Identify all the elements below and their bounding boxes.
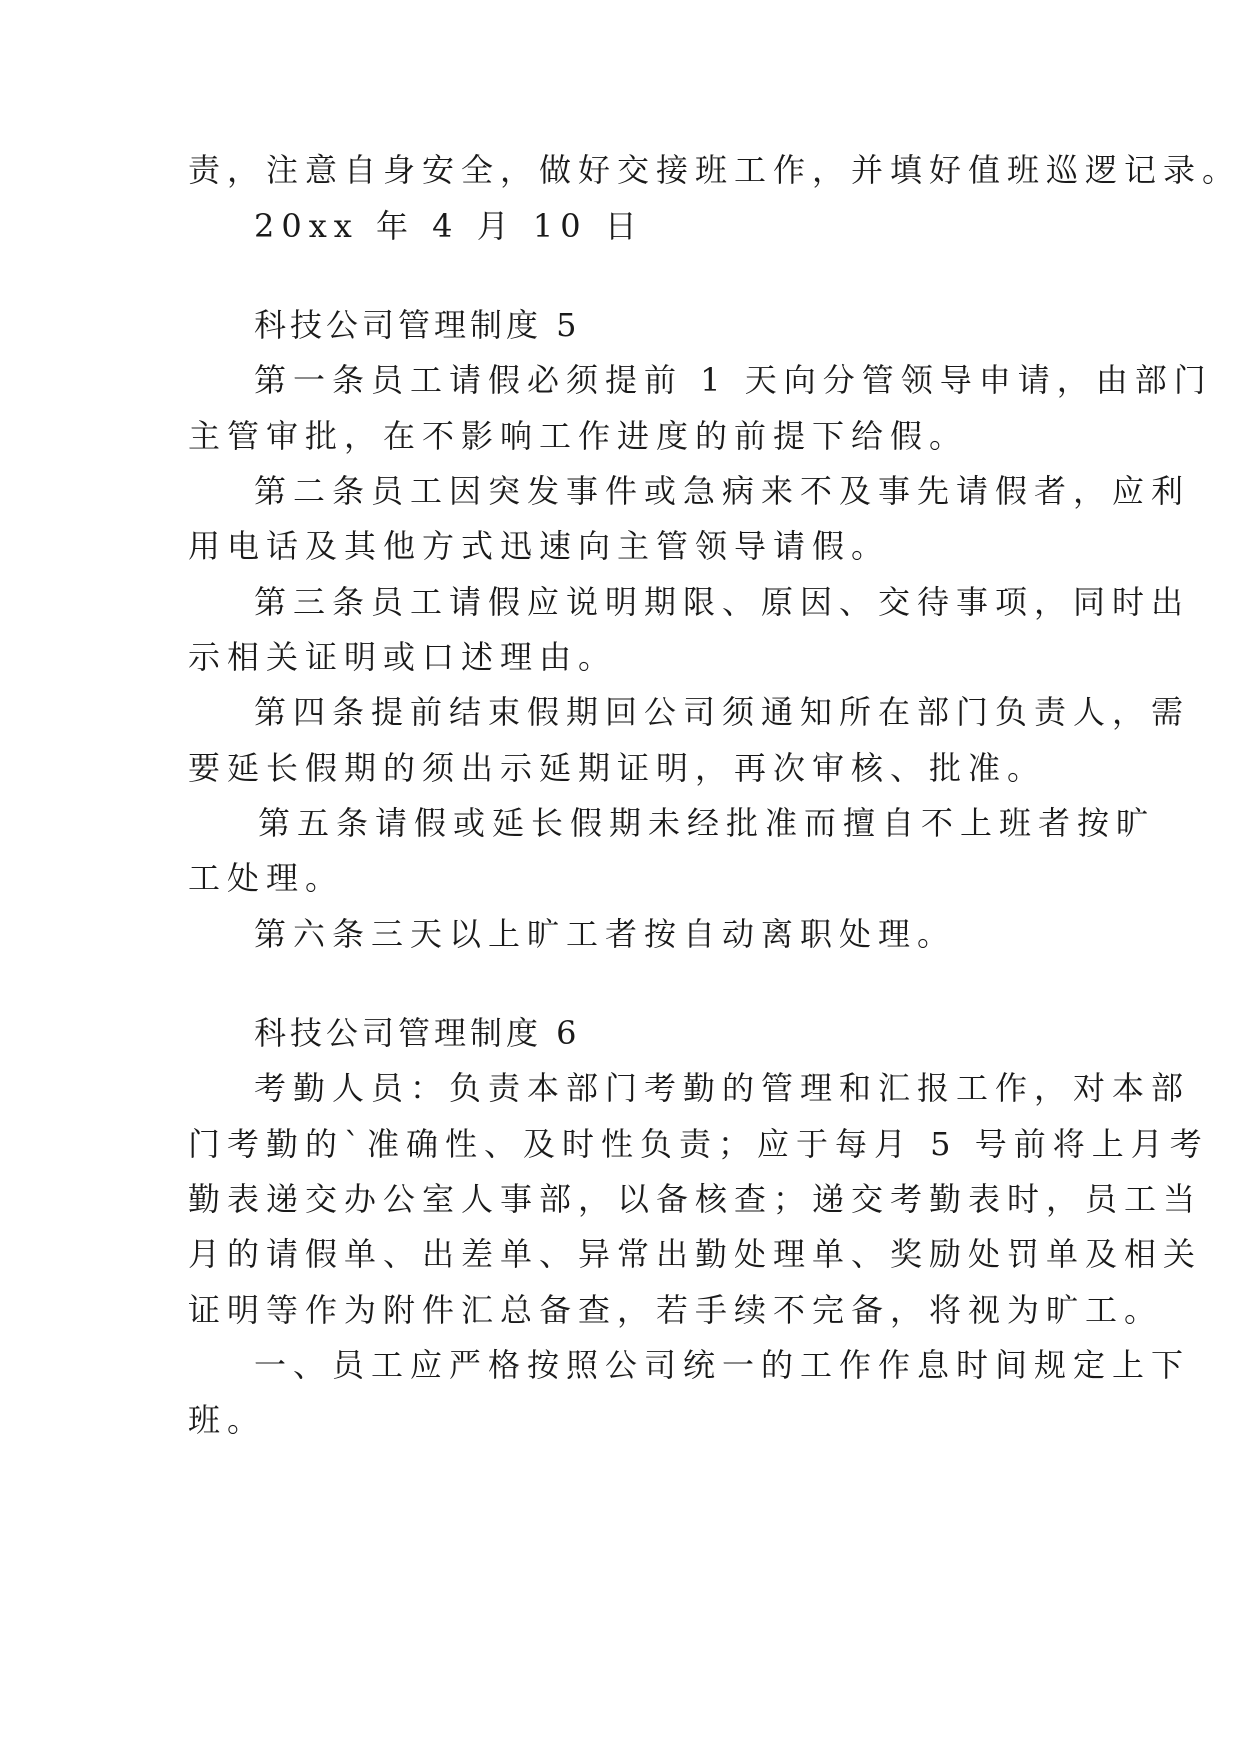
paragraph-line: 第二条员工因突发事件或急病来不及事先请假者，应利 xyxy=(254,472,1191,510)
paragraph-line: 月的请假单、出差单、异常出勤处理单、奖励处罚单及相关 xyxy=(188,1235,1203,1273)
paragraph-line: 考勤人员：负责本部门考勤的管理和汇报工作，对本部 xyxy=(254,1069,1191,1107)
paragraph-line: 第五条请假或延长假期未经批准而擅自不上班者按旷 xyxy=(258,804,1156,842)
paragraph-line: 责，注意自身安全，做好交接班工作，并填好值班巡逻记录。 xyxy=(188,151,1241,189)
paragraph-line: 第三条员工请假应说明期限、原因、交待事项，同时出 xyxy=(254,583,1191,621)
paragraph-line: 示相关证明或口述理由。 xyxy=(188,638,618,676)
paragraph-line: 证明等作为附件汇总备查，若手续不完备，将视为旷工。 xyxy=(188,1291,1164,1329)
paragraph-line: 第四条提前结束假期回公司须通知所在部门负责人，需 xyxy=(254,693,1191,731)
paragraph-line: 班。 xyxy=(188,1401,267,1439)
paragraph-line: 一、员工应严格按照公司统一的工作作息时间规定上下 xyxy=(254,1346,1191,1384)
paragraph-line: 主管审批，在不影响工作进度的前提下给假。 xyxy=(188,417,969,455)
paragraph-line: 要延长假期的须出示延期证明，再次审核、批准。 xyxy=(188,749,1047,787)
paragraph-line: 勤表递交办公室人事部，以备核查；递交考勤表时，员工当 xyxy=(188,1180,1203,1218)
paragraph-line: 第一条员工请假必须提前 1 天向分管领导申请，由部门 xyxy=(254,361,1213,399)
paragraph-line: 第六条三天以上旷工者按自动离职处理。 xyxy=(254,915,957,953)
section-title: 科技公司管理制度 6 xyxy=(254,1014,581,1052)
section-title: 科技公司管理制度 5 xyxy=(254,306,581,344)
paragraph-line: 工处理。 xyxy=(188,859,345,897)
paragraph-line: 门考勤的`准确性、及时性负责；应于每月 5 号前将上月考 xyxy=(188,1125,1209,1163)
paragraph-line: 用电话及其他方式迅速向主管领导请假。 xyxy=(188,527,891,565)
date-line: 20xx 年 4 月 10 日 xyxy=(254,207,644,245)
